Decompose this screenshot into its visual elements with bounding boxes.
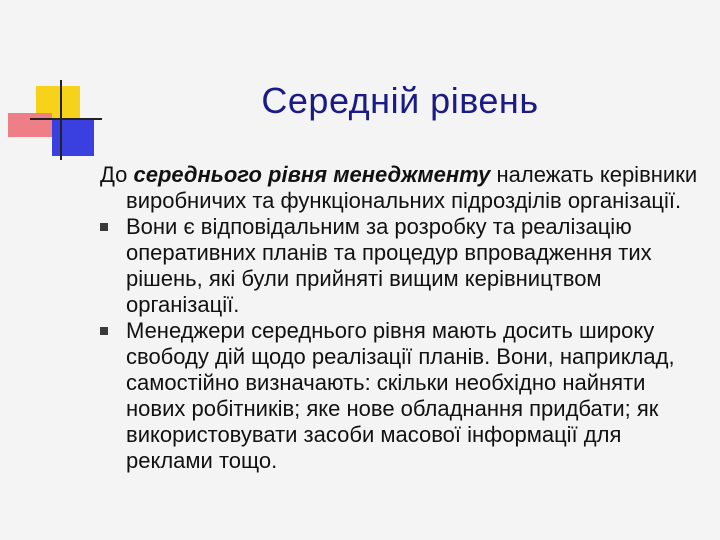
- intro-emphasis: середнього рівня менеджменту: [133, 162, 491, 187]
- logo-blue-square: [52, 120, 94, 156]
- corner-logo-graphic: [0, 0, 110, 170]
- list-item: [100, 214, 700, 318]
- intro-prefix: До: [100, 162, 134, 187]
- intro-paragraph: [100, 162, 700, 214]
- slide-title: Середній рівень: [261, 80, 539, 121]
- slide-body: [100, 162, 700, 474]
- square-bullet-icon: [100, 223, 108, 231]
- logo-red-square: [8, 113, 52, 137]
- bullet-text: Менеджери середнього рівня мають досить широку свободу дій щодо реалізації планів. Вони, наприклад, самостійно визначають: скільки необхідно найняти нових робітників; яке нове обладнання придбати; як використовувати засоби масової інформації для реклами тощо.: [126, 318, 675, 473]
- bullet-list: [100, 214, 700, 474]
- square-bullet-icon: [100, 327, 108, 335]
- logo-vertical-line: [60, 80, 62, 160]
- intro-suffix: належать керівники виробничих та функціональних підрозділів організації.: [126, 162, 698, 213]
- list-item: [100, 318, 700, 474]
- bullet-text: Вони є відповідальним за розробку та реалізацію оперативних планів та процедур впровадження тих рішень, які були прийняті вищим керівництвом організації.: [126, 214, 652, 317]
- logo-horizontal-line: [30, 118, 102, 120]
